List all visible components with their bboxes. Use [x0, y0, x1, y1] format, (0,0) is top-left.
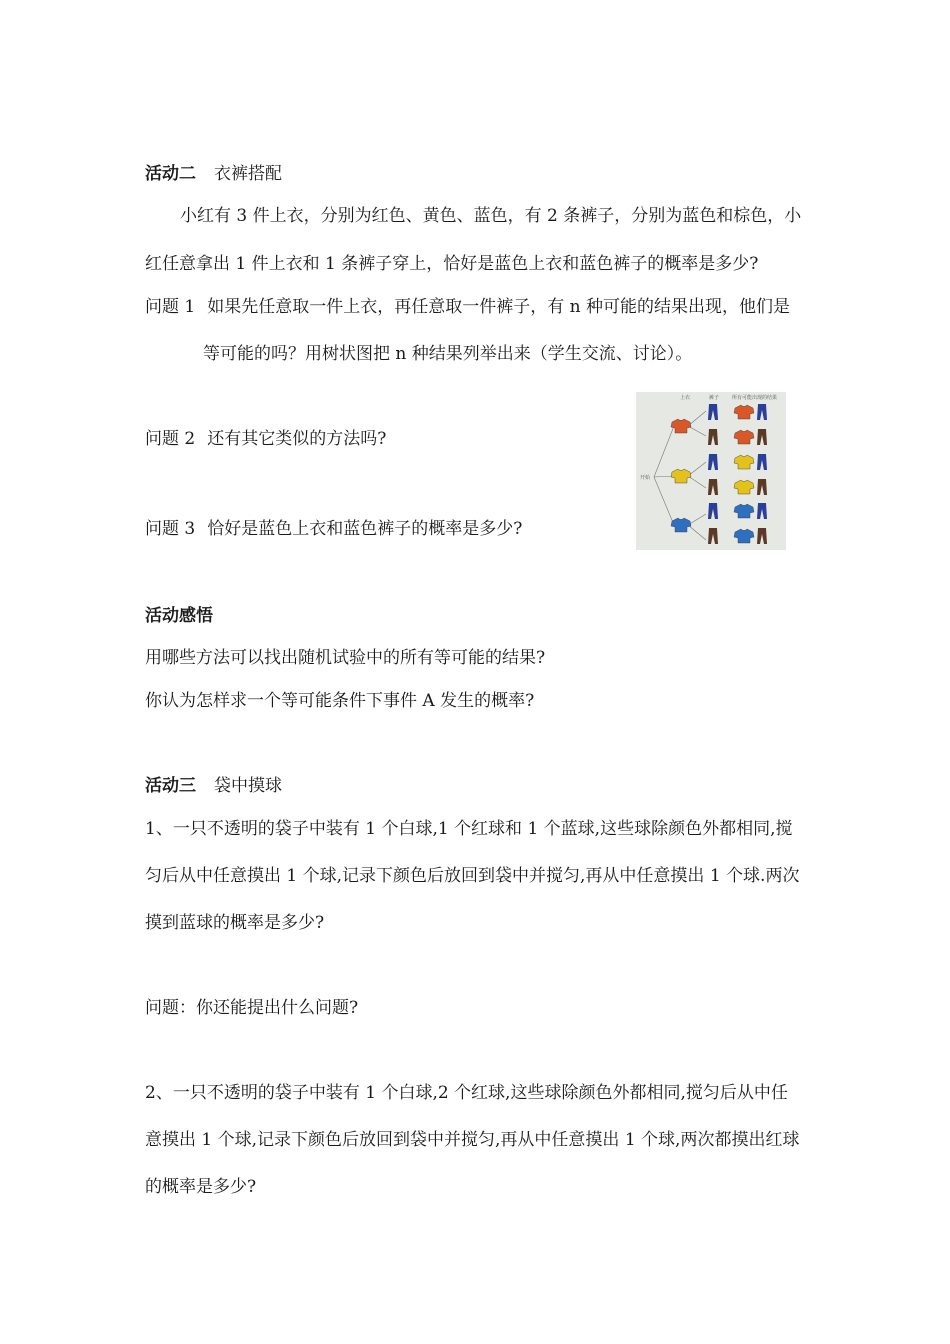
- activity3-subtitle: 袋中摸球: [214, 776, 282, 796]
- question3: [145, 518, 522, 540]
- reflection-line1: 用哪些方法可以找出随机试验中的所有等可能的结果?: [145, 648, 546, 668]
- start-label: 开始: [640, 475, 651, 481]
- pants-icon: [708, 503, 718, 519]
- result-pants-icon: [757, 404, 767, 420]
- question1-line2: 等可能的吗？用树状图把 n 种结果列举出来（学生交流、讨论）。: [203, 344, 693, 364]
- result-shirt-icon: [734, 405, 754, 419]
- result-shirt-icon: [734, 430, 754, 444]
- result-pants-icon: [757, 429, 767, 445]
- problem1-line1: 1、一只不透明的袋子中装有 1 个白球,1 个红球和 1 个蓝球,这些球除颜色外都相同,搅: [145, 819, 793, 839]
- header-results: 所有可能出现的结果: [732, 395, 778, 401]
- question1-label: 问题 1: [145, 297, 196, 317]
- activity2-subtitle: 衣裤搭配: [214, 164, 282, 184]
- activity3-heading: [145, 775, 282, 797]
- pants-icon: [708, 429, 718, 445]
- question1-text: 如果先任意取一件上衣，再任意取一件裤子，有 n 种可能的结果出现，他们是: [207, 297, 790, 317]
- activity3-question: 问题：你还能提出什么问题?: [145, 998, 359, 1018]
- activity2-para-line1: 小红有 3 件上衣，分别为红色、黄色、蓝色，有 2 条裤子，分别为蓝色和棕色，小: [180, 206, 802, 226]
- reflection-title: 活动感悟: [145, 606, 213, 626]
- result-pants-icon: [757, 503, 767, 519]
- problem2-line3: 的概率是多少?: [145, 1177, 257, 1197]
- shirt-column: [671, 419, 691, 532]
- result-shirt-icon: [734, 455, 754, 469]
- question2: [145, 428, 386, 450]
- reflection-line2: 你认为怎样求一个等可能条件下事件 A 发生的概率?: [145, 691, 535, 711]
- header-pants: 裤子: [709, 395, 720, 401]
- pants-icon: [708, 454, 718, 470]
- pants-column: [708, 404, 718, 544]
- problem2-line1: 2、一只不透明的袋子中装有 1 个白球,2 个红球,这些球除颜色外都相同,搅匀后从中任: [145, 1083, 788, 1103]
- activity2-para-line2: 红任意拿出 1 件上衣和 1 条裤子穿上，恰好是蓝色上衣和蓝色裤子的概率是多少?: [145, 254, 759, 274]
- pants-icon: [708, 404, 718, 420]
- question3-text: 恰好是蓝色上衣和蓝色裤子的概率是多少?: [207, 519, 523, 539]
- shirt-icon: [671, 518, 691, 532]
- tree-diagram-figure: [636, 392, 786, 550]
- shirt-icon: [671, 419, 691, 433]
- shirt-icon: [671, 469, 691, 483]
- result-shirt-icon: [734, 504, 754, 518]
- activity3-title: 活动三: [145, 776, 196, 796]
- question3-label: 问题 3: [145, 519, 196, 539]
- question2-text: 还有其它类似的方法吗?: [207, 429, 387, 449]
- problem1-line2: 匀后从中任意摸出 1 个球,记录下颜色后放回到袋中并搅匀,再从中任意摸出 1 个球.两次: [145, 866, 800, 886]
- question1-line1: [145, 296, 790, 318]
- activity2-heading: [145, 163, 282, 185]
- activity2-title: 活动二: [145, 164, 196, 184]
- result-shirt-icon: [734, 480, 754, 494]
- tree-diagram-svg: [636, 392, 786, 550]
- question2-label: 问题 2: [145, 429, 196, 449]
- problem1-line3: 摸到蓝球的概率是多少?: [145, 913, 325, 933]
- header-tops: 上衣: [680, 395, 691, 401]
- pants-icon: [708, 528, 718, 544]
- problem2-line2: 意摸出 1 个球,记录下颜色后放回到袋中并搅匀,再从中任意摸出 1 个球,两次都摸出红球: [145, 1130, 800, 1150]
- result-pants-icon: [757, 454, 767, 470]
- pants-icon: [708, 479, 718, 495]
- results-column: [734, 404, 767, 544]
- result-pants-icon: [757, 528, 767, 544]
- result-shirt-icon: [734, 529, 754, 543]
- result-pants-icon: [757, 479, 767, 495]
